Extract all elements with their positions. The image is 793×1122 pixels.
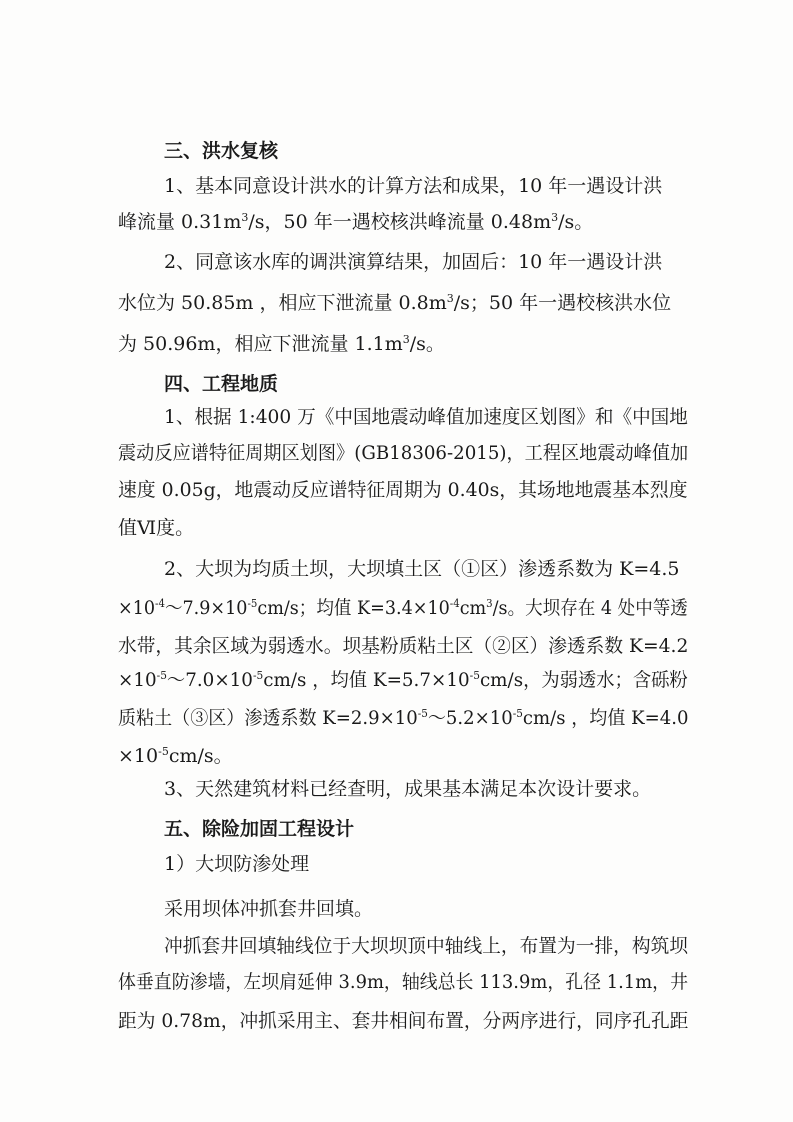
paragraph-line: [118, 634, 688, 658]
text-run: 为 50.96m，相应下泄流量 1.1m: [118, 333, 403, 355]
text-run: 四、工程地质: [164, 373, 279, 395]
superscript: 3: [402, 333, 410, 346]
superscript: -4: [449, 597, 460, 610]
text-run: /s。: [558, 211, 594, 233]
paragraph-line: [164, 897, 373, 921]
text-run: /s；50 年一遇校核洪水位: [453, 292, 672, 314]
paragraph-line: [118, 744, 233, 768]
paragraph-line: [164, 250, 662, 274]
paragraph-line: [118, 332, 445, 356]
superscript: -4: [155, 597, 165, 610]
text-run: 距为 0.78m，冲抓采用主、套井相间布置，分两序进行，同序孔孔距: [118, 1010, 689, 1032]
superscript: -5: [512, 707, 523, 720]
text-run: 三、洪水复核: [164, 140, 279, 162]
paragraph-line: [118, 291, 671, 315]
text-run: 体垂直防渗墙，左坝肩延伸 3.9m，轴线总长 113.9m，孔径 1.1m，井: [118, 971, 688, 993]
paragraph-line: [164, 934, 688, 958]
paragraph-line: [118, 210, 593, 234]
paragraph-line: [118, 478, 688, 502]
text-run: 峰流量 0.31m: [118, 211, 242, 233]
text-run: cm/s；均值 K=3.4×10: [257, 597, 450, 619]
text-run: 五、除险加固工程设计: [164, 818, 355, 840]
text-run: 2、大坝为均质土坝，大坝填土区（①区）渗透系数为 K=4.5: [164, 558, 680, 580]
paragraph-line: [118, 1009, 688, 1033]
text-run: 质粘土（③区）渗透系数 K=2.9×10: [118, 707, 418, 729]
paragraph-line: [118, 596, 688, 620]
section-heading-reinforcement-design: [164, 817, 354, 841]
text-run: 冲抓套井回填轴线位于大坝坝顶中轴线上，布置为一排，构筑坝: [164, 935, 689, 957]
text-run: ×10: [118, 597, 156, 619]
superscript: -5: [469, 669, 480, 682]
superscript: 3: [241, 211, 249, 224]
section-heading-geology: [164, 372, 278, 396]
text-run: ～7.9×10: [164, 597, 248, 619]
superscript: 3: [486, 597, 493, 610]
paragraph-line: [118, 441, 688, 465]
text-run: /s。: [409, 333, 445, 355]
text-run: ～7.0×10: [166, 669, 253, 691]
text-run: ×10: [118, 669, 157, 691]
text-run: ×10: [118, 745, 159, 767]
paragraph-line: [118, 668, 688, 692]
text-run: /s。大坝存在 4 处中等透: [492, 597, 688, 619]
superscript: -5: [158, 745, 169, 758]
paragraph-line: [164, 174, 662, 198]
text-run: 采用坝体冲抓套井回填。: [164, 898, 374, 920]
text-run: 1、根据 1:400 万《中国地震动峰值加速度区划图》和《中国地: [164, 406, 688, 428]
superscript: -5: [252, 669, 264, 682]
text-run: 水带，其余区域为弱透水。坝基粉质粘土区（②区）渗透系数 K=4.2: [118, 635, 689, 657]
paragraph-line: [118, 516, 194, 540]
section-heading-flood-review: [164, 139, 278, 163]
text-run: 水位为 50.85m ，相应下泄流量 0.8m: [118, 292, 447, 314]
text-run: 2、同意该水库的调洪演算结果，加固后：10 年一遇设计洪: [164, 251, 663, 273]
superscript: 3: [551, 211, 559, 224]
text-run: 3、天然建筑材料已经查明，成果基本满足本次设计要求。: [164, 778, 652, 800]
text-run: cm/s ，均值 K=5.7×10: [263, 669, 470, 691]
text-run: 值Ⅵ度。: [118, 517, 195, 539]
superscript: 3: [446, 292, 454, 305]
superscript: -5: [417, 707, 428, 720]
text-run: cm/s ，均值 K=4.0: [522, 707, 689, 729]
superscript: -5: [156, 669, 167, 682]
paragraph-line: [164, 557, 679, 581]
text-run: 1）大坝防渗处理: [164, 853, 310, 875]
text-run: /s，50 年一遇校核洪峰流量 0.48m: [248, 211, 552, 233]
paragraph-line: [164, 777, 651, 801]
text-run: 1、基本同意设计洪水的计算方法和成果，10 年一遇设计洪: [164, 175, 663, 197]
paragraph-line: [118, 970, 688, 994]
paragraph-line: [164, 405, 688, 429]
superscript: -5: [247, 597, 258, 610]
text-run: cm/s，为弱透水；含砾粉: [479, 669, 688, 691]
text-run: 震动反应谱特征周期区划图》(GB18306-2015)，工程区地震动峰值加: [118, 442, 689, 464]
text-run: 速度 0.05g，地震动反应谱特征周期为 0.40s，其场地地震基本烈度: [118, 479, 688, 501]
subheading-line: [164, 852, 309, 876]
text-run: cm: [459, 597, 487, 619]
text-run: ～5.2×10: [427, 707, 513, 729]
text-run: cm/s。: [168, 745, 233, 767]
paragraph-line: [118, 706, 688, 730]
